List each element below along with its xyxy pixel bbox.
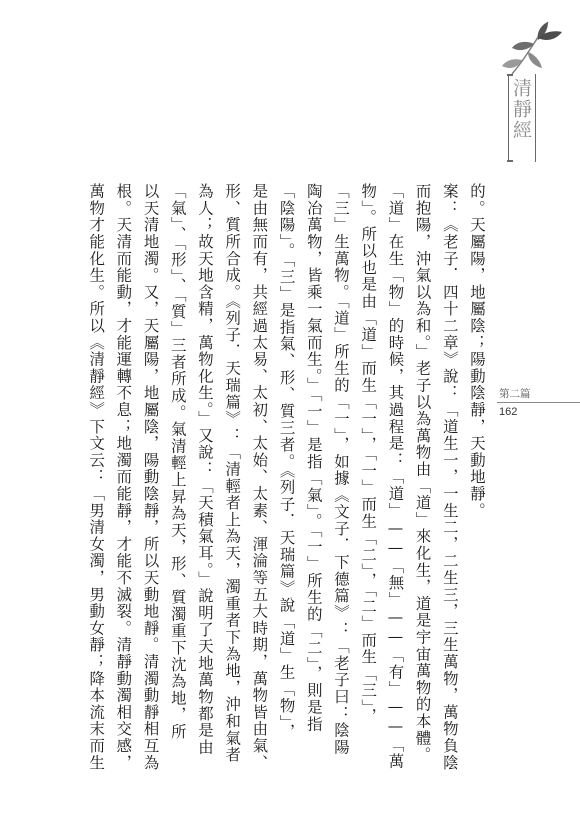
section-label: 第二篇 bbox=[499, 388, 531, 400]
section-divider bbox=[497, 402, 580, 403]
text-column: 物」。所以也是由「道」而生「一」，「一」而生「二」，「二」而生「三」， bbox=[359, 183, 378, 725]
leaf-branch-icon bbox=[498, 16, 568, 76]
book-title-logo: 清靜經 bbox=[510, 78, 532, 141]
text-column: 的。天屬陽，地屬陰；陽動陰靜，天動地靜。 bbox=[468, 183, 486, 519]
text-column: 「氣」、「形」、「質」三者所成。氣清輕上昇為天，形、質濁重下沈為地，所 bbox=[168, 183, 187, 741]
body-text bbox=[87, 183, 490, 771]
text-column: 「陰陽」。「三」是指氣、形、質三者。《列子．天瑞篇》說「道」生「物」， bbox=[277, 183, 296, 741]
book-logo bbox=[498, 16, 568, 156]
text-column: 是由無而有，共經過太易、太初、太始、太素、渾淪等五大時期，萬物皆由氣、 bbox=[250, 183, 269, 771]
text-column: 陶冶萬物，皆乘一氣而生。」「一」是指「氣」。「一」所生的「二」，則是指 bbox=[304, 183, 323, 733]
text-column: 萬物才能化生。所以《清靜經》下文云：「男清女濁，男動女靜；降本流末而生 bbox=[87, 183, 106, 771]
text-column: 案：《老子．四十二章》說：「道生一，一生二，二生三，三生萬物，萬物負陰 bbox=[440, 183, 459, 771]
text-column: 形、質所合成。《列子．天瑞篇》：「清輕者上為天，濁重者下為地，沖和氣者 bbox=[223, 183, 242, 764]
text-column: 「三」生萬物。「道」所生的「一」，如據《文子．下德篇》：「老子曰：陰陽 bbox=[331, 183, 350, 756]
text-column: 根。天清而能動，才能運轉不息；地濁而能靜，才能不滅裂。清靜動濁相交感， bbox=[114, 183, 133, 771]
text-column: 而抱陽，沖氣以為和。」老子以為萬物由「道」來化生，道是宇宙萬物的本體。 bbox=[413, 183, 432, 764]
text-column: 為人；故天地含精，萬物化生。」又說：「天積氣耳。」說明了天地萬物都是由 bbox=[195, 183, 214, 756]
text-column: 以天清地濁。又，天屬陽，地屬陰，陽動陰靜，所以天動地靜。清濁動靜相互為 bbox=[141, 183, 160, 771]
page-number: 162 bbox=[499, 406, 518, 418]
text-column: 「道」在生「物」的時候，其過程是：「道」——「無」——「有」——「萬 bbox=[386, 183, 405, 770]
